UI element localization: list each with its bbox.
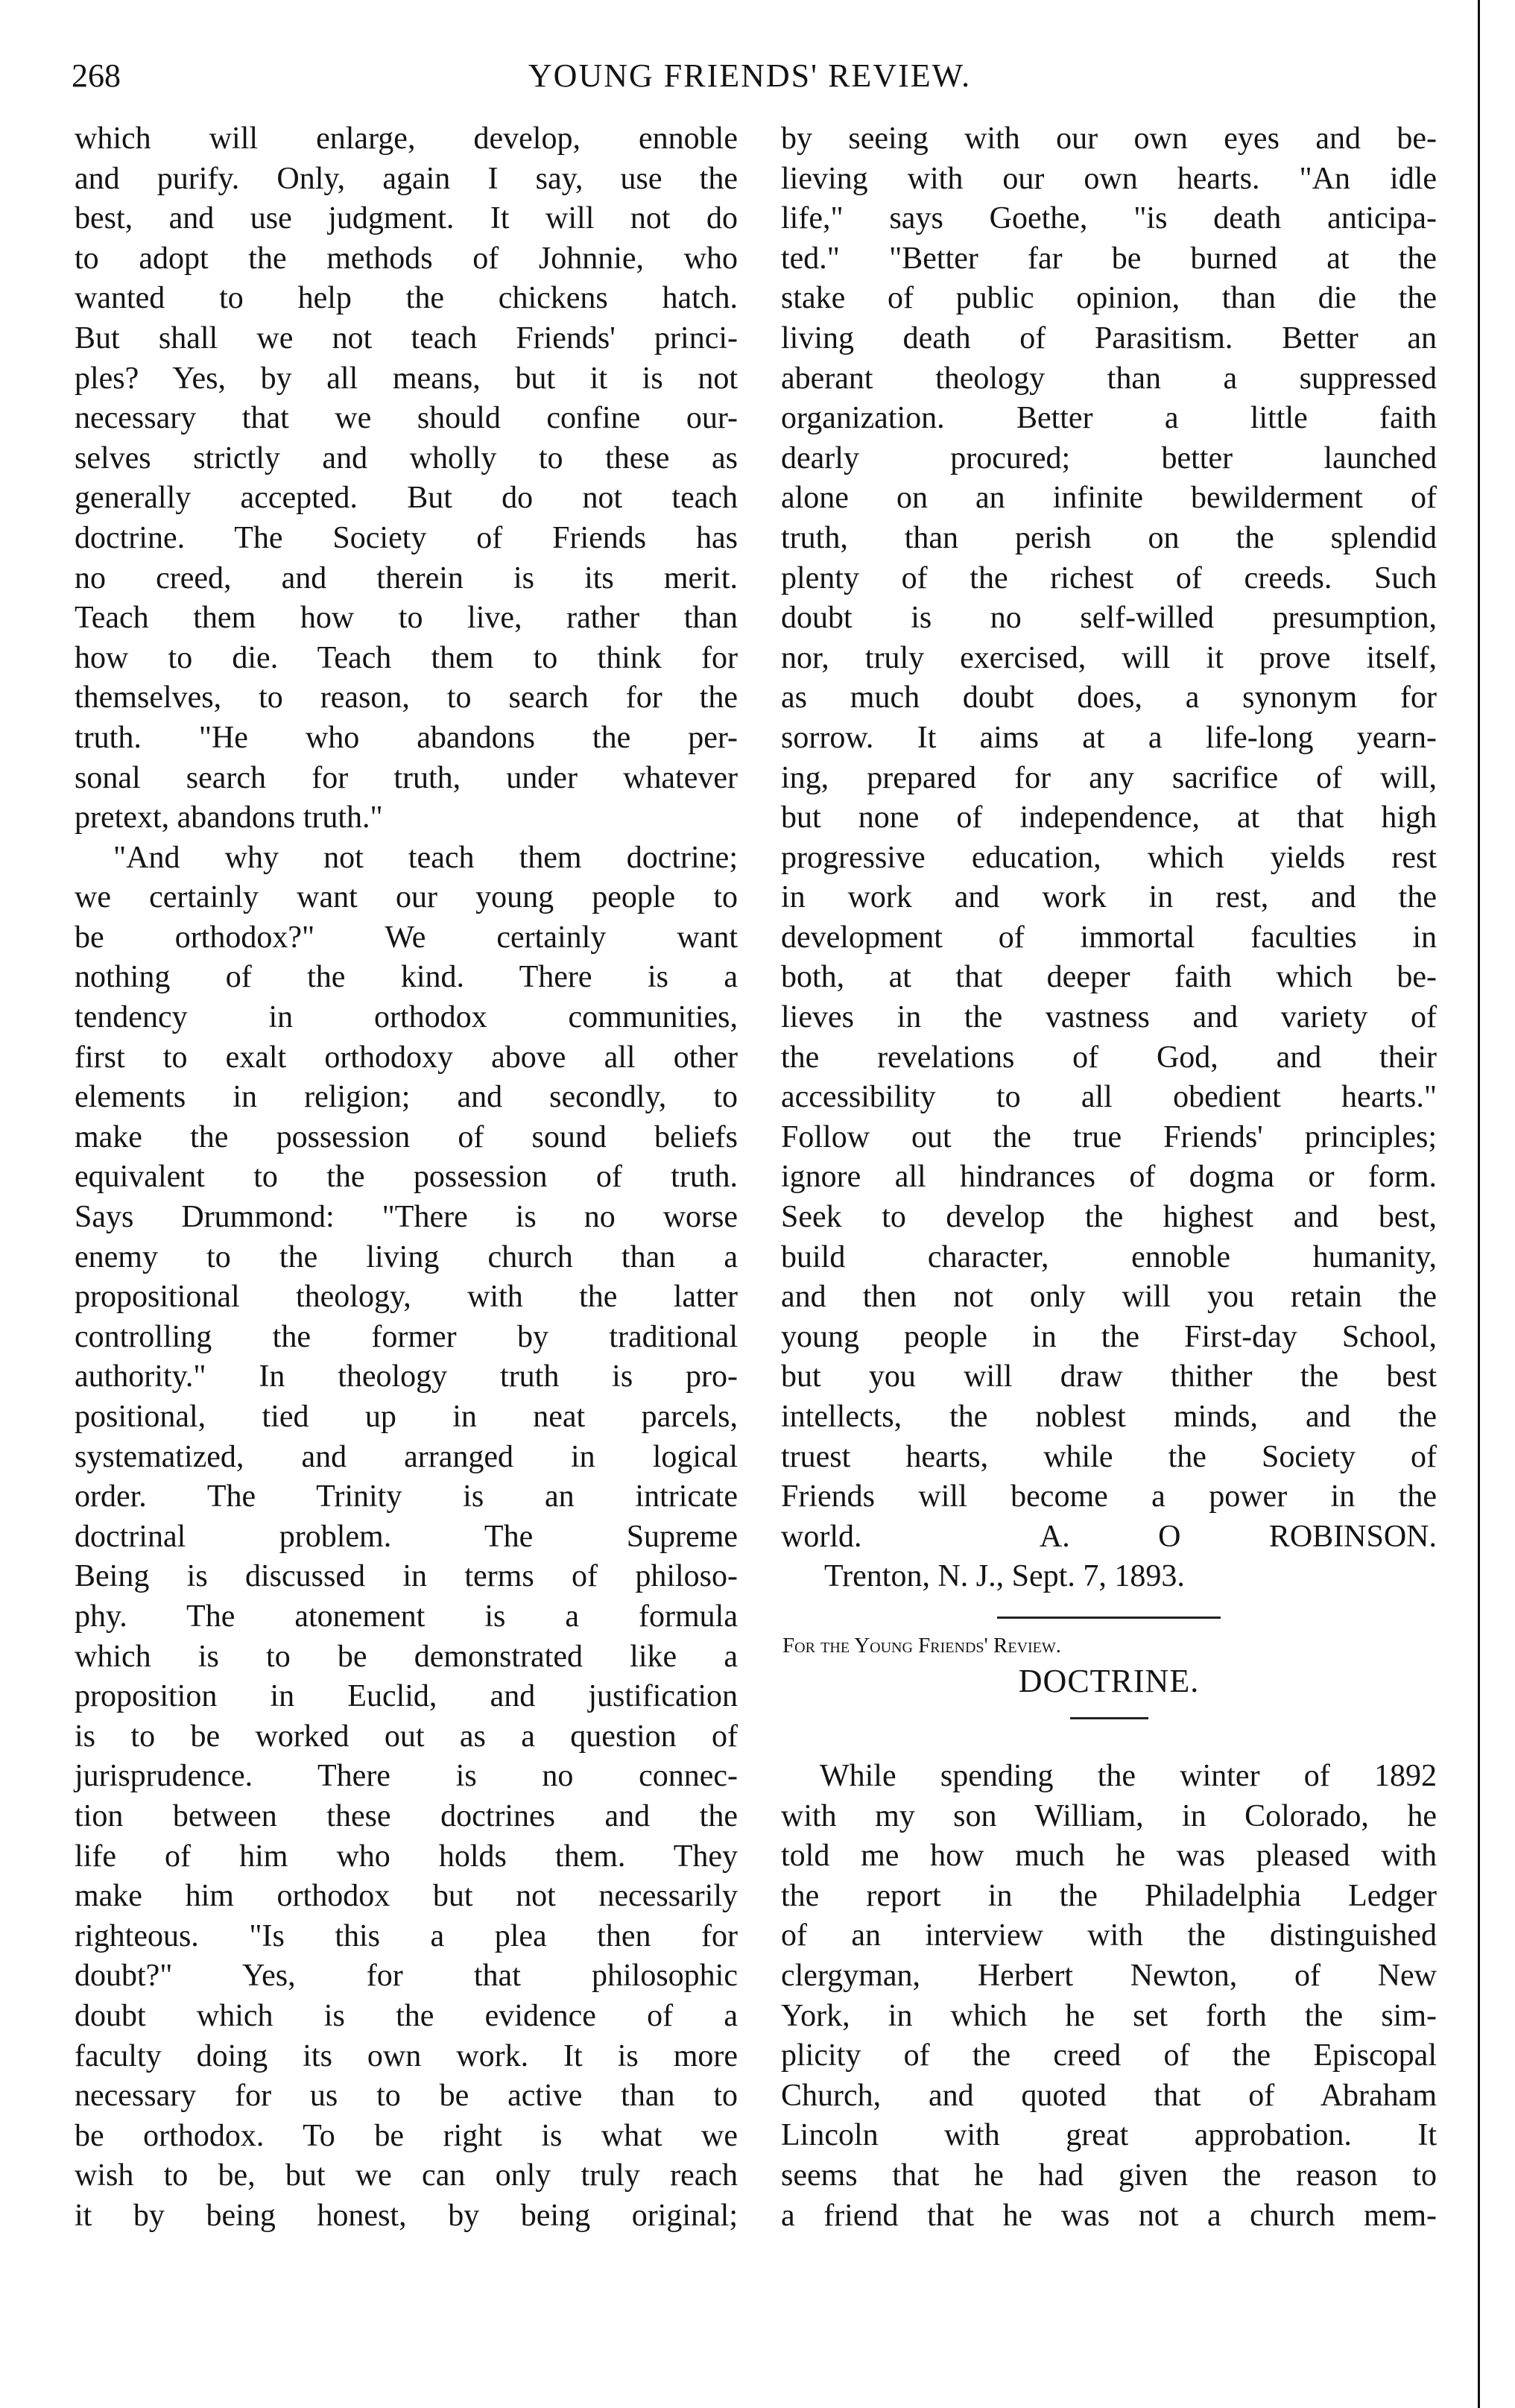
text-line: Says Drummond: "There is no worse [75, 1200, 738, 1235]
text-line: Being is discussed in terms of philoso- [75, 1559, 738, 1594]
text-line: seems that he had given the reason to [781, 2158, 1437, 2193]
text-line: of an interview with the distinguished [781, 1918, 1437, 1953]
text-line: enemy to the living church than a [75, 1239, 738, 1274]
text-line: the revelations of God, and their [781, 1040, 1437, 1075]
text-line: be orthodox?" We certainly want [75, 920, 738, 955]
text-line: plenty of the richest of creeds. Such [781, 560, 1437, 595]
text-line: how to die. Teach them to think for [75, 640, 738, 675]
text-line: it by being honest, by being original; [75, 2198, 738, 2233]
text-line: sonal search for truth, under whatever [75, 760, 738, 795]
text-line: Follow out the true Friends' principles; [781, 1119, 1437, 1154]
text-line: plicity of the creed of the Episcopal [781, 2038, 1437, 2073]
text-line: phy. The atonement is a formula [75, 1599, 738, 1634]
text-line: and then not only will you retain the [781, 1280, 1437, 1315]
article-title: DOCTRINE. [1018, 1662, 1200, 1699]
text-line: Lincoln with great approbation. It [781, 2118, 1437, 2153]
signature-line [781, 1517, 1437, 1558]
section-divider [997, 1617, 1221, 1619]
text-line: life of him who holds them. They [75, 1839, 738, 1874]
text-line: While spending the winter of 1892 [820, 1758, 1437, 1793]
text-line: a friend that he was not a church mem- [781, 2198, 1437, 2233]
text-line: systematized, and arranged in logical [75, 1439, 738, 1474]
text-line: wish to be, but we can only truly reach [75, 2158, 738, 2193]
text-line: equivalent to the possession of truth. [75, 1160, 738, 1195]
text-line: development of immortal faculties in [781, 920, 1437, 955]
text-line: doubt which is the evidence of a [75, 1998, 738, 2033]
text-line: organization. Better a little faith [781, 401, 1437, 436]
text-line: themselves, to reason, to search for the [75, 680, 738, 715]
text-line: elements in religion; and secondly, to [75, 1080, 738, 1115]
text-line: wanted to help the chickens hatch. [75, 281, 738, 316]
text-line: alone on an infinite bewilderment of [781, 481, 1437, 516]
text-line: but none of independence, at that high [781, 800, 1437, 835]
text-line: ing, prepared for any sacrifice of will, [781, 760, 1437, 795]
text-line: which is to be demonstrated like a [75, 1639, 738, 1674]
title-rule [1070, 1717, 1148, 1719]
text-line: faculty doing its own work. It is more [75, 2038, 738, 2073]
text-line: clergyman, Herbert Newton, of New [781, 1958, 1437, 1993]
text-line: lieving with our own hearts. "An idle [781, 161, 1437, 196]
text-line: and purify. Only, again I say, use the [75, 161, 738, 196]
text-line: proposition in Euclid, and justification [75, 1679, 738, 1714]
text-line: living death of Parasitism. Better an [781, 320, 1437, 355]
left-column [75, 119, 738, 2236]
text-line: controlling the former by traditional [75, 1319, 738, 1354]
text-line: aberant theology than a suppressed [781, 361, 1437, 396]
text-line: by seeing with our own eyes and be- [781, 121, 1437, 156]
text-line: "And why not teach them doctrine; [113, 840, 738, 875]
text-line: selves strictly and wholly to these as [75, 440, 738, 475]
text-line: nor, truly exercised, will it prove itself, [781, 640, 1437, 675]
text-line: nothing of the kind. There is a [75, 960, 738, 995]
text-line: tion between these doctrines and the [75, 1798, 738, 1833]
text-line: young people in the First-day School, [781, 1319, 1437, 1354]
text-line: Seek to develop the highest and best, [781, 1200, 1437, 1235]
text-line: with my son William, in Colorado, he [781, 1798, 1437, 1833]
text-line: Teach them how to live, rather than [75, 601, 738, 636]
text-line: first to exalt orthodoxy above all other [75, 1040, 738, 1075]
text-line: we certainly want our young people to [75, 880, 738, 915]
running-title: YOUNG FRIENDS' REVIEW. [528, 57, 972, 94]
text-line: doctrinal problem. The Supreme [75, 1519, 738, 1554]
text-line: the report in the Philadelphia Ledger [781, 1878, 1437, 1913]
text-line: truth, than perish on the splendid [781, 520, 1437, 555]
binding-edge-line [1478, 0, 1480, 2408]
page-number: 268 [72, 57, 121, 94]
text-line: told me how much he was pleased with [781, 1839, 1437, 1874]
doctrine-article-body [781, 1757, 1437, 2236]
text-line: truest hearts, while the Society of [781, 1439, 1437, 1474]
text-line: propositional theology, with the latter [75, 1280, 738, 1315]
text-line: York, in which he set forth the sim- [781, 1998, 1437, 2033]
byline: For the Young Friends' Review. [782, 1633, 1062, 1658]
author-signature: A. O ROBINSON. [1039, 1519, 1437, 1554]
right-column [781, 119, 1437, 2236]
text-line: ted." "Better far be burned at the [781, 241, 1437, 276]
text-line: doubt?" Yes, for that philosophic [75, 1959, 738, 1994]
text-line: pretext, abandons truth." [75, 800, 383, 835]
text-line: tendency in orthodox communities, [75, 1000, 738, 1035]
closing-word: world. [781, 1519, 862, 1554]
text-line: but you will draw thither the best [781, 1359, 1437, 1394]
text-line: make him orthodox but not necessarily [75, 1879, 738, 1914]
text-line: to adopt the methods of Johnnie, who [75, 241, 738, 276]
text-line: Church, and quoted that of Abraham [781, 2078, 1437, 2113]
text-line: sorrow. It aims at a life-long yearn- [781, 720, 1437, 755]
text-line: intellects, the noblest minds, and the [781, 1400, 1437, 1434]
text-line: necessary that we should confine our- [75, 401, 738, 436]
place-date: Trenton, N. J., Sept. 7, 1893. [824, 1559, 1185, 1594]
essay-continuation [781, 119, 1437, 1517]
text-line: which will enlarge, develop, ennoble [75, 121, 738, 156]
page-header [72, 52, 1428, 100]
text-line: Friends will become a power in the [781, 1479, 1437, 1514]
text-line: stake of public opinion, than die the [781, 281, 1437, 316]
text-line: progressive education, which yields rest [781, 840, 1437, 875]
text-line: order. The Trinity is an intricate [75, 1479, 738, 1514]
text-line: as much doubt does, a synonym for [781, 680, 1437, 715]
text-line: best, and use judgment. It will not do [75, 201, 738, 236]
text-line: ples? Yes, by all means, but it is not [75, 361, 738, 396]
text-line: make the possession of sound beliefs [75, 1119, 738, 1154]
text-line: both, at that deeper faith which be- [781, 960, 1437, 995]
text-line: doubt is no self-willed presumption, [781, 601, 1437, 636]
text-line: build character, ennoble humanity, [781, 1239, 1437, 1274]
text-line: dearly procured; better launched [781, 440, 1437, 475]
text-line: lieves in the vastness and variety of [781, 1000, 1437, 1035]
text-line: is to be worked out as a question of [75, 1719, 738, 1754]
text-line: no creed, and therein is its merit. [75, 560, 738, 595]
text-line: generally accepted. But do not teach [75, 481, 738, 516]
text-line: ignore all hindrances of dogma or form. [781, 1160, 1437, 1195]
text-line: accessibility to all obedient hearts." [781, 1080, 1437, 1115]
text-line: in work and work in rest, and the [781, 880, 1437, 915]
text-line: jurisprudence. There is no connec- [75, 1759, 738, 1794]
text-line: But shall we not teach Friends' princi- [75, 320, 738, 355]
text-line: truth. "He who abandons the per- [75, 720, 738, 755]
text-line: righteous. "Is this a plea then for [75, 1918, 738, 1953]
text-line: life," says Goethe, "is death anticipa- [781, 201, 1437, 236]
text-line: be orthodox. To be right is what we [75, 2118, 738, 2153]
text-line: doctrine. The Society of Friends has [75, 520, 738, 555]
text-line: authority." In theology truth is pro- [75, 1359, 738, 1394]
text-line: positional, tied up in neat parcels, [75, 1400, 738, 1434]
text-line: necessary for us to be active than to [75, 2079, 738, 2114]
